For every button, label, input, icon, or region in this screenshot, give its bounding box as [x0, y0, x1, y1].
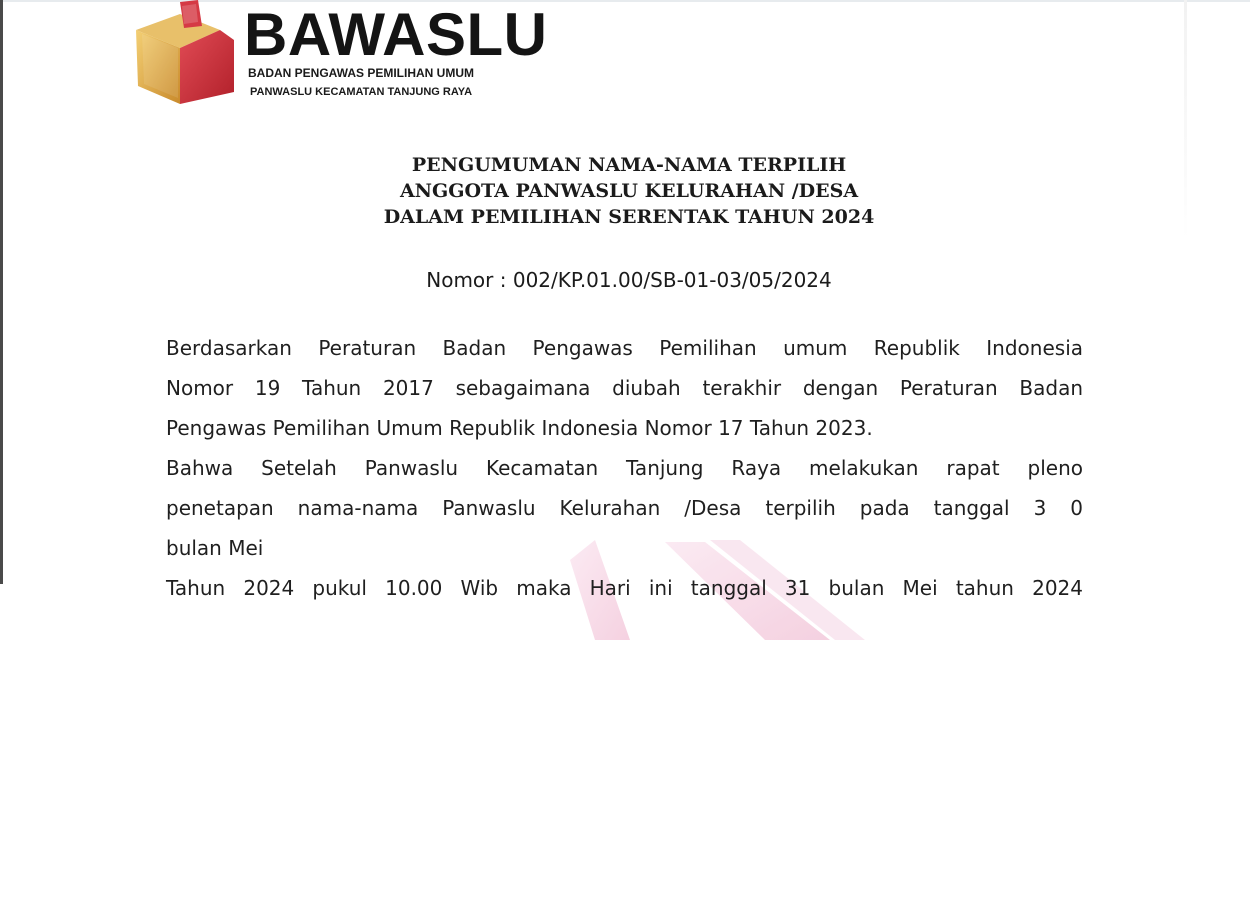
page-left-edge: [0, 0, 3, 584]
paragraph-line: Tahun 2024 pukul 10.00 Wib maka Hari ini tanggal 31 bulan Mei tahun 2024: [166, 576, 1083, 600]
announcement-title: [300, 152, 958, 230]
brand-subtitle: BADAN PENGAWAS PEMILIHAN UMUM: [248, 66, 475, 80]
title-line: ANGGOTA PANWASLU KELURAHAN /DESA: [399, 180, 859, 202]
document-body: [166, 328, 1083, 608]
paragraph-line: Berdasarkan Peraturan Badan Pengawas Pemilihan umum Republik Indonesia: [166, 336, 1083, 360]
brand-name: BAWASLU: [244, 1, 548, 68]
bawaslu-header: [128, 0, 558, 110]
page-right-shadow: [1184, 0, 1187, 240]
paragraph-line: bulan Mei: [166, 536, 264, 560]
paragraph-line: penetapan nama-nama Panwaslu Kelurahan /Desa terpilih pada tanggal 3 0: [166, 496, 1083, 520]
paragraph-line: Pengawas Pemilihan Umum Republik Indonesia Nomor 17 Tahun 2023.: [166, 416, 873, 440]
paragraph-line: Bahwa Setelah Panwaslu Kecamatan Tanjung Raya melakukan rapat pleno: [166, 456, 1083, 480]
ballot-box-logo-icon: [128, 0, 240, 108]
title-line: DALAM PEMILIHAN SERENTAK TAHUN 2024: [383, 206, 875, 228]
paragraph-line: Nomor 19 Tahun 2017 sebagaimana diubah terakhir dengan Peraturan Badan: [166, 376, 1083, 400]
document-number: Nomor : 002/KP.01.00/SB-01-03/05/2024: [426, 268, 832, 292]
brand-subtitle-2: PANWASLU KECAMATAN TANJUNG RAYA: [250, 86, 473, 98]
title-line: PENGUMUMAN NAMA-NAMA TERPILIH: [411, 154, 847, 176]
paragraph-result: [166, 448, 1083, 608]
paragraph-regulation: [166, 328, 1083, 448]
